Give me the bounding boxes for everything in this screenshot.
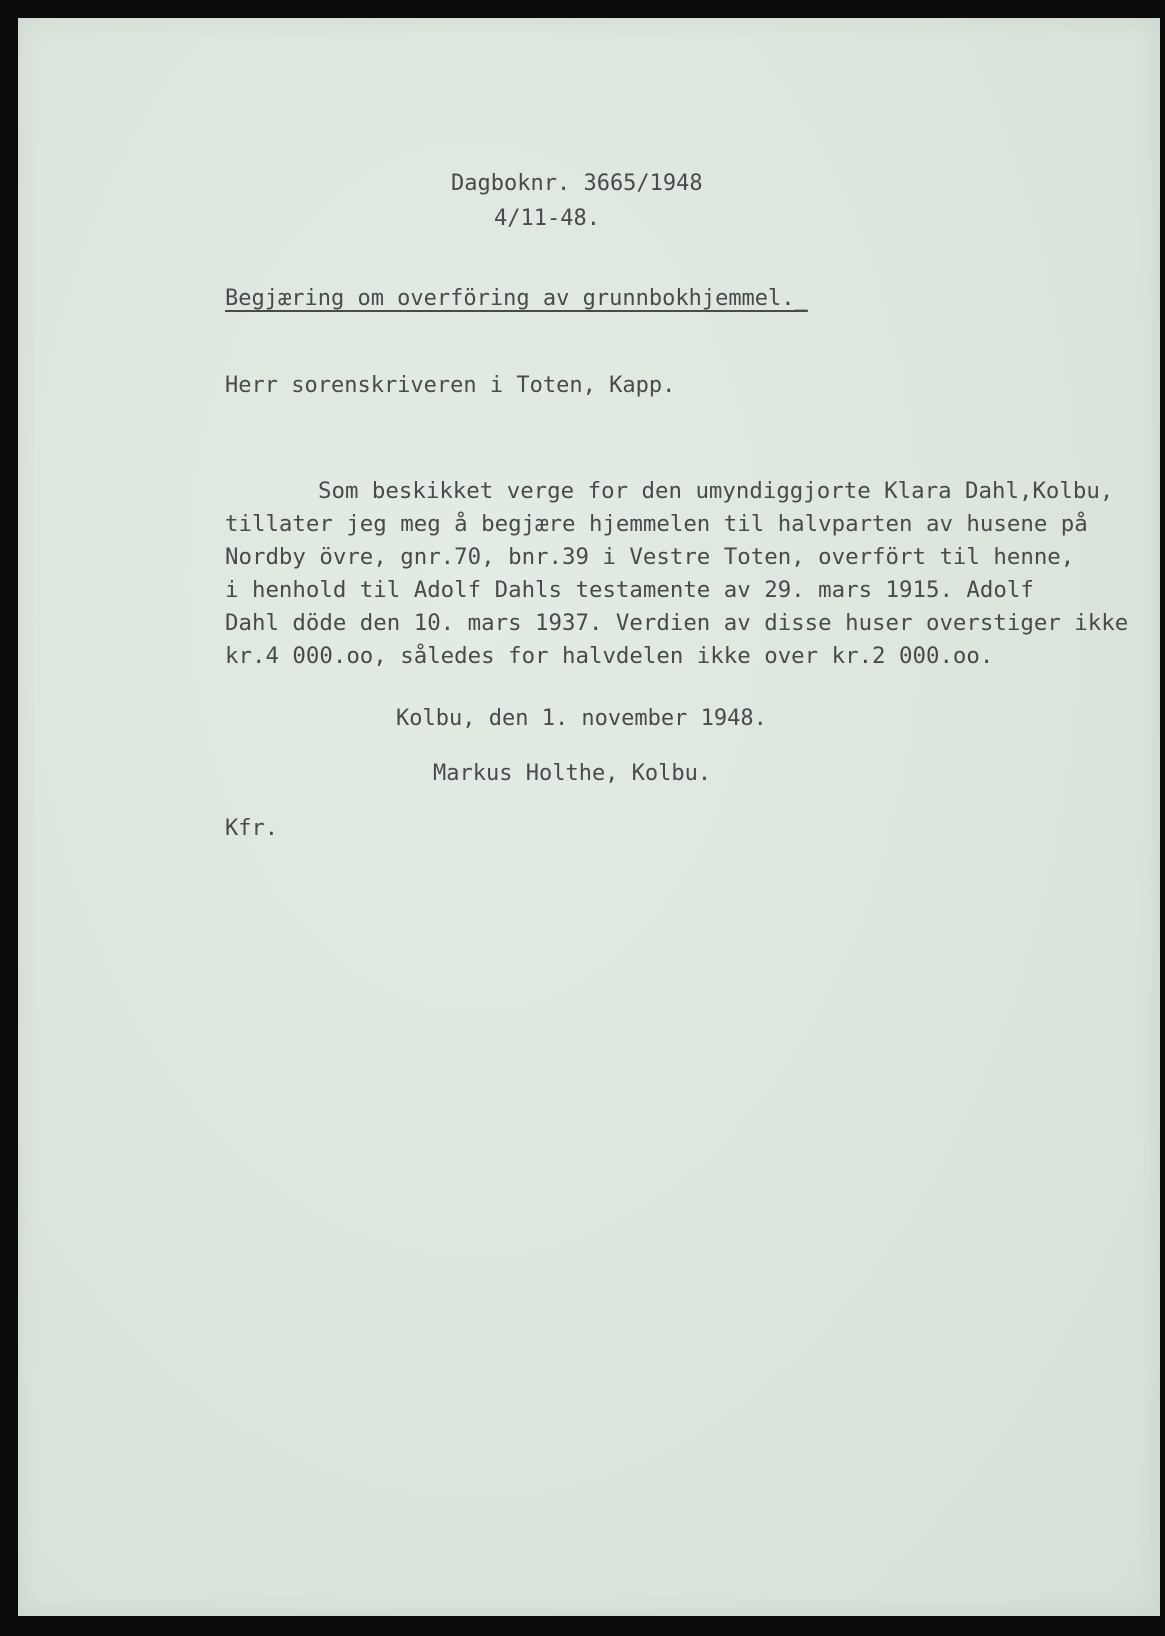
body-line-6: kr.4 000.oo, således for halvdelen ikke over kr.2 000.oo. bbox=[225, 643, 994, 669]
journal-date: 4/11-48. bbox=[494, 206, 600, 231]
body-line-4: i henhold til Adolf Dahls testamente av 29. mars 1915. Adolf bbox=[225, 577, 1034, 603]
body-line-3: Nordby övre, gnr.70, bnr.39 i Vestre Toten, overfört til henne, bbox=[225, 544, 1075, 570]
journal-number: Dagboknr. 3665/1948 bbox=[451, 171, 703, 196]
place-and-date: Kolbu, den 1. november 1948. bbox=[396, 706, 767, 731]
footer-note: Kfr. bbox=[225, 816, 278, 841]
document-title: Begjæring om overföring av grunnbokhjemmel._ bbox=[225, 286, 808, 311]
body-line-2: tillater jeg meg å begjære hjemmelen til halvparten av husene på bbox=[225, 511, 1088, 537]
addressee: Herr sorenskriveren i Toten, Kapp. bbox=[225, 373, 676, 398]
document-page bbox=[18, 18, 1160, 1616]
body-line-5: Dahl döde den 10. mars 1937. Verdien av disse huser overstiger ikke bbox=[225, 610, 1129, 636]
signature: Markus Holthe, Kolbu. bbox=[433, 761, 712, 786]
body-line-1: Som beskikket verge for den umyndiggjorte Klara Dahl,Kolbu, bbox=[318, 478, 1114, 504]
